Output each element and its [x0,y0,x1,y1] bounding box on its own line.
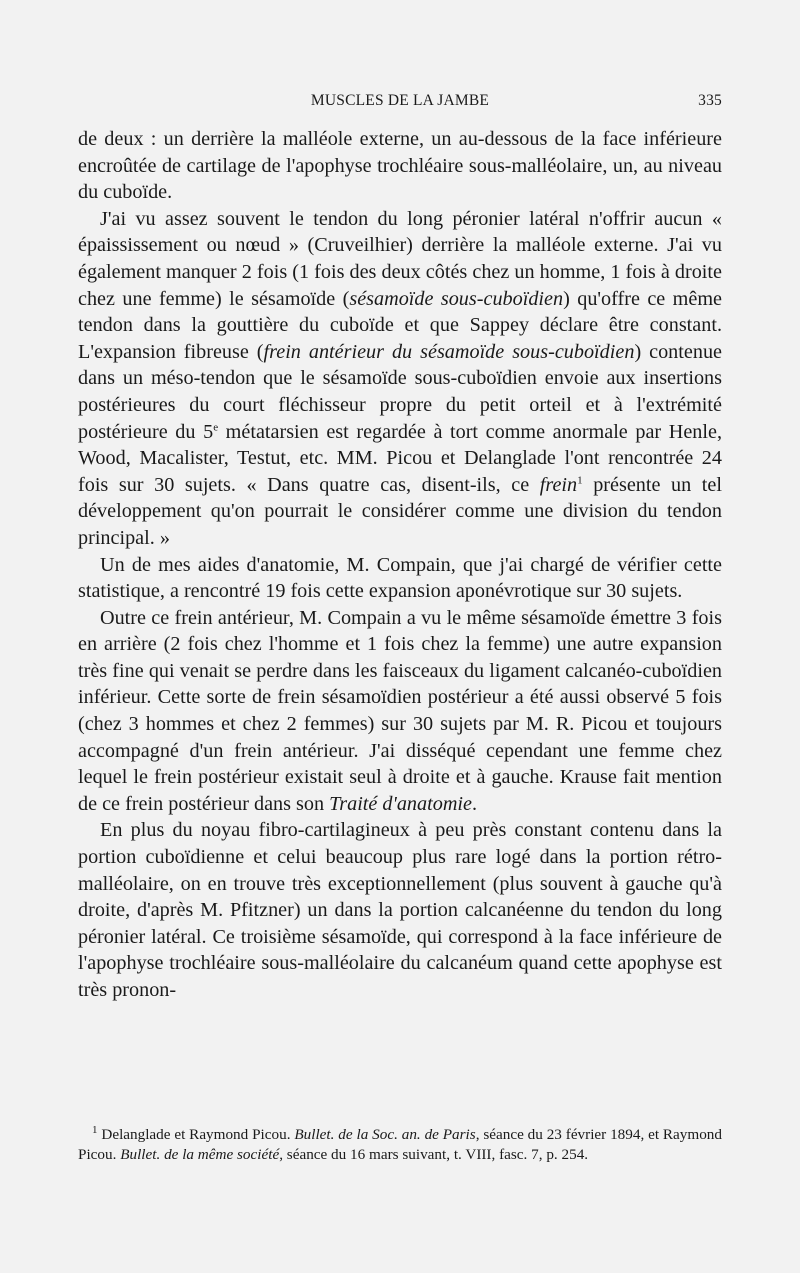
paragraph-4-text-b: . [471,792,478,815]
footnote-text-a: Delanglade et Raymond Picou. [97,1126,295,1143]
paragraph-3 [78,552,722,605]
paragraph-5-text: En plus du noyau fibro-cartilagineux à peu près constant contenu dans la portion cuboïdienne et celui beaucoup plus rare logé dans la portion rétro-malléolaire, on en trouve très exceptionnellement (plus souvent à gauche qu'à droite, d'après M. Pfitzner) un dans la portion calcanéenne du tendon du long péronier latéral. Ce troisième sésamoïde, qui correspond à la face inférieure de l'apophyse trochléaire sous-malléolaire du calcanéum quand cette apophyse est très pronon- [78,819,722,1001]
paragraph-4-text-a: Outre ce frein antérieur, M. Compain a vu le même sésamoïde émettre 3 fois en arrière (2 fois chez l'homme et 1 fois chez la femme) une autre expansion très fine qui venait se perdre dans les faisceaux du ligament calcanéo-cuboïdien inférieur. Cette sorte de frein sésamoïdien postérieur a été aussi observé 5 fois (chez 3 hommes et chez 2 femmes) sur 30 sujets par M. R. Picou et toujours accompagné d'un frein antérieur. J'ai disséqué cependant une femme chez lequel le frein postérieur existait seul à droite et à gauche. Krause fait mention de ce frein postérieur dans son [78,606,722,815]
footnote-marker: 1 [92,1123,98,1136]
ordinal-superscript: e [213,420,219,433]
paragraph-2-text-e: présente un tel développement qu'on pourrait le considérer comme une division du tendon principal. » [78,473,722,549]
page-number: 335 [698,92,722,109]
footnote-1 [78,1125,722,1164]
paragraph-5 [78,817,722,1003]
footnote-reference: 1 [577,473,583,486]
running-head-title: MUSCLES DE LA JAMBE [310,92,490,109]
paragraph-4 [78,605,722,818]
paragraph-1 [78,126,722,206]
footnote-text-b: , séance du 23 février 1894, et Raymond Picou. [78,1126,722,1163]
running-head [78,92,722,114]
paragraph-4-italic-a: Traité d'anatomie [329,792,472,815]
paragraph-2-italic-d: frein [539,473,578,496]
paragraph-2-text-c: ) contenue dans un méso-tendon que le sésamoïde sous-cuboïdien envoie aux insertions postérieures du court fléchisseur propre du petit orteil et à l'extrémité postérieure du 5 [78,340,722,443]
paragraph-2-text-a: J'ai vu assez souvent le tendon du long péronier latéral n'offrir aucun « épaississement ou nœud » (Cruveilhier) derrière la malléole externe. J'ai vu également manquer 2 fois (1 fois des deux côtés chez un homme, 1 fois à droite chez une femme) le sésamoïde ( [78,207,722,310]
paragraph-2 [78,206,722,552]
footnote-text-c: , séance du 16 mars suivant, t. VIII, fasc. 7, p. 254. [279,1145,589,1163]
footnote-italic-a: Bullet. de la Soc. an. de Paris [294,1126,476,1143]
footnote-italic-b: Bullet. de la même société [120,1145,280,1163]
footnotes [78,1125,722,1164]
paragraph-3-text: Un de mes aides d'anatomie, M. Compain, que j'ai chargé de vérifier cette statistique, a rencontré 19 fois cette expansion aponévrotique sur 30 sujets. [78,553,722,603]
paragraph-2-text-b: ) qu'offre ce même tendon dans la gouttière du cuboïde et que Sappey déclare être constant. L'expansion fibreuse ( [78,287,722,363]
paragraph-2-italic-a: sésamoïde sous-cuboïdien [349,287,564,310]
paragraph-2-text-d: métatarsien est regardée à tort comme anormale par Henle, Wood, Macalister, Testut, etc. MM. Picou et Delanglade l'ont rencontrée 24 fois sur 30 sujets. « Dans quatre cas, disent-ils, ce [78,420,723,496]
paragraph-1-text: de deux : un derrière la malléole externe, un au-dessous de la face inférieure encroûtée de cartilage de l'apophyse trochléaire sous-malléolaire, un, au niveau du cuboïde. [78,128,722,204]
paragraph-2-italic-b: frein antérieur du sésamoïde sous-cuboïdien [263,340,635,363]
body-text [78,126,722,1004]
